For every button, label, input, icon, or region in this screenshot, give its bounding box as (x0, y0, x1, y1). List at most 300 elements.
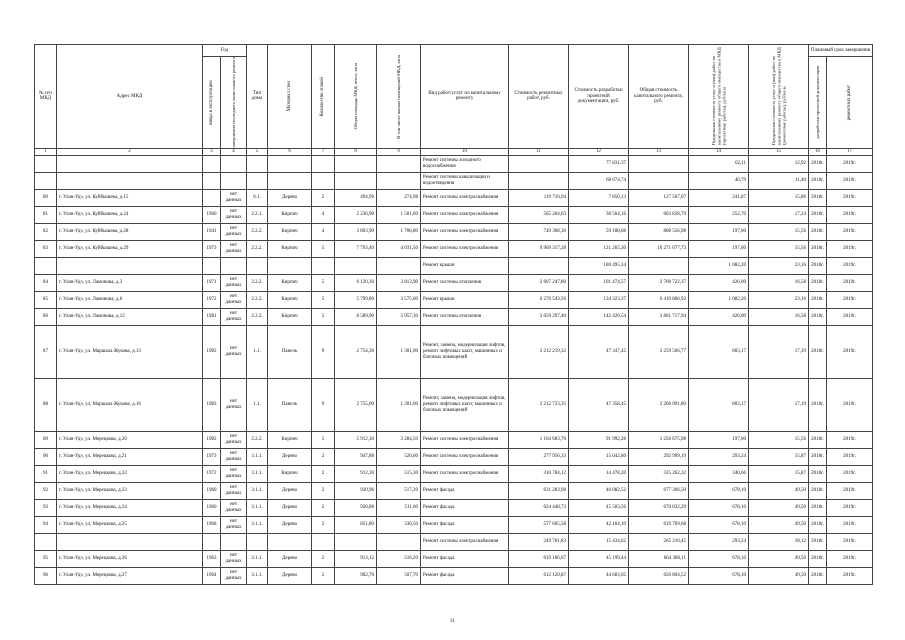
house-type-cell: 2.2.2. (247, 291, 268, 308)
header-total-cost: Общая стоимость капитального ремонта, руб. (629, 45, 689, 149)
floors-cell: 9 (312, 325, 335, 378)
repair-cost-cell (509, 172, 569, 189)
row-number: 83 (35, 240, 57, 257)
work-type-cell: Ремонт системы холодного водоснабжения (421, 155, 509, 172)
living-area-cell: 517,20 (377, 482, 421, 499)
table-row (35, 499, 873, 516)
year-commission-cell (203, 189, 221, 206)
year-last-repair-cell: нет данных (221, 274, 247, 291)
repair-cost-cell: 749 368,30 (509, 223, 569, 240)
year-commission-cell: 1968 (203, 516, 221, 533)
living-area-cell: 1 301,00 (377, 378, 421, 431)
total-cost-cell: 656 804,52 (629, 567, 689, 584)
year-commission-cell: 1972 (203, 465, 221, 482)
total-area-cell: 494,96 (335, 189, 377, 206)
design-cost-cell: 7 850,13 (569, 189, 629, 206)
limit-design-cell: 241,87 (689, 189, 749, 206)
living-area-cell: 507,70 (377, 567, 421, 584)
year-last-repair-cell: нет данных (221, 567, 247, 584)
work-type-cell: Ремонт системы электроснабжения (421, 223, 509, 240)
plan-repair-cell: 2019г. (827, 223, 873, 240)
limit-repair-cell: 49,50 (749, 567, 809, 584)
total-area-cell: 3 803,90 (335, 223, 377, 240)
design-cost-cell: 121 265,30 (569, 240, 629, 257)
total-area-cell: 851,80 (335, 516, 377, 533)
work-type-cell: Ремонт системы электроснабжения (421, 431, 509, 448)
total-cost-cell: 10 271 077,73 (629, 240, 689, 257)
table-row (35, 378, 873, 431)
year-last-repair-cell (221, 172, 247, 189)
repair-cost-cell: 249 781,83 (509, 533, 569, 550)
address-cell: г. Улан-Удэ, ул. Ламонова, д.3 (57, 274, 203, 291)
column-number: 17 (827, 148, 873, 155)
table-row (35, 533, 873, 550)
plan-design-cell: 2018г. (809, 240, 827, 257)
row-number (35, 172, 57, 189)
plan-repair-cell: 2019г. (827, 378, 873, 431)
floors-cell (312, 257, 335, 274)
year-commission-cell: 1983 (203, 378, 221, 431)
design-cost-cell: 42 164,10 (569, 516, 629, 533)
house-type-cell: 3.1.1. (247, 499, 268, 516)
column-number: 8 (335, 148, 377, 155)
plan-design-cell: 2018г. (809, 308, 827, 325)
capital-repair-table (34, 44, 873, 585)
work-type-cell: Ремонт системы электроснабжения (421, 448, 509, 465)
total-cost-cell: 603 828,79 (629, 206, 689, 223)
row-number: 84 (35, 274, 57, 291)
limit-repair-cell: 17,24 (749, 206, 809, 223)
total-cost-cell: 1 256 675,98 (629, 431, 689, 448)
living-area-cell: 274,98 (377, 189, 421, 206)
floors-cell: 2 (312, 567, 335, 584)
total-cost-cell: 292 999,19 (629, 448, 689, 465)
work-type-cell: Ремонт системы канализации и водоотведения (421, 172, 509, 189)
year-commission-cell (203, 257, 221, 274)
limit-repair-cell: 17,19 (749, 378, 809, 431)
floors-cell: 5 (312, 274, 335, 291)
total-cost-cell: 619 769,68 (629, 516, 689, 533)
house-type-cell: 6.1. (247, 189, 268, 206)
column-number: 12 (569, 148, 629, 155)
plan-repair-cell: 2019г. (827, 325, 873, 378)
plan-design-cell: 2018г. (809, 206, 827, 223)
row-number: 81 (35, 206, 57, 223)
limit-design-cell: 340,66 (689, 465, 749, 482)
table-row (35, 155, 873, 172)
address-cell: г. Улан-Удэ, ул. Мерецкова, д.20 (57, 431, 203, 448)
floors-cell: 2 (312, 448, 335, 465)
row-number: 87 (35, 325, 57, 378)
house-type-cell: 2.2.2. (247, 308, 268, 325)
limit-design-cell: 803,17 (689, 378, 749, 431)
repair-cost-cell: 565 264,63 (509, 206, 569, 223)
year-last-repair-cell: нет данных (221, 308, 247, 325)
column-number: 4 (221, 148, 247, 155)
limit-design-cell: 293,24 (689, 448, 749, 465)
house-type-cell (247, 155, 268, 172)
limit-design-cell: 293,24 (689, 533, 749, 550)
table-row (35, 550, 873, 567)
house-type-cell: 2.2.2. (247, 223, 268, 240)
address-cell: г. Улан-Удэ, ул. Куйбышева, д.24 (57, 206, 203, 223)
address-cell: г. Улан-Удэ, ул. Мерецкова, д.22 (57, 465, 203, 482)
limit-repair-cell: 15,86 (749, 189, 809, 206)
floors-cell: 4 (312, 206, 335, 223)
limit-repair-cell: 23,16 (749, 257, 809, 274)
limit-repair-cell: 49,50 (749, 516, 809, 533)
column-number: 16 (809, 148, 827, 155)
limit-design-cell: 678,10 (689, 567, 749, 584)
row-number: 82 (35, 223, 57, 240)
plan-repair-cell: 2019г. (827, 499, 873, 516)
year-last-repair-cell (221, 533, 247, 550)
total-area-cell: 2 755,00 (335, 378, 377, 431)
year-commission-cell: 1973 (203, 448, 221, 465)
column-number: 13 (629, 148, 689, 155)
header-limit-design: Предельная стоимость услуг и (или) работ по капитальному ремонту общего имущества в МКД (проектные работы), руб/кв.м (689, 45, 749, 149)
total-cost-cell: 2 260 091,80 (629, 378, 689, 431)
header-floors: Количество этажей (312, 45, 335, 149)
total-area-cell (335, 172, 377, 189)
limit-repair-cell: 18,12 (749, 533, 809, 550)
limit-design-cell: 678,10 (689, 482, 749, 499)
living-area-cell (377, 172, 421, 189)
total-cost-cell: 2 259 566,77 (629, 325, 689, 378)
limit-repair-cell: 49,50 (749, 499, 809, 516)
floors-cell: 2 (312, 550, 335, 567)
limit-design-cell: 197,00 (689, 240, 749, 257)
wall-material-cell: Кирпич (268, 308, 312, 325)
header-wall-material: Материал стен (268, 45, 312, 149)
work-type-cell: Ремонт системы электроснабжения (421, 533, 509, 550)
header-year-last-repair: завершения последнего капитального ремонта (221, 57, 247, 149)
table-row (35, 516, 873, 533)
plan-repair-cell: 2019г. (827, 308, 873, 325)
plan-repair-cell: 2019г. (827, 465, 873, 482)
floors-cell: 2 (312, 465, 335, 482)
wall-material-cell: Кирпич (268, 431, 312, 448)
year-last-repair-cell: нет данных (221, 223, 247, 240)
wall-material-cell (268, 155, 312, 172)
plan-design-cell: 2018г. (809, 325, 827, 378)
table-row (35, 308, 873, 325)
repair-cost-cell: 9 969 317,28 (509, 240, 569, 257)
year-last-repair-cell: нет данных (221, 189, 247, 206)
limit-design-cell: 1 082,20 (689, 291, 749, 308)
table-row (35, 257, 873, 274)
house-type-cell (247, 257, 268, 274)
column-number: 2 (57, 148, 203, 155)
table-row (35, 567, 873, 584)
plan-design-cell: 2018г. (809, 567, 827, 584)
table-row (35, 274, 873, 291)
address-cell: г. Улан-Удэ, ул. Куйбышева, д.28 (57, 223, 203, 240)
floors-cell (312, 155, 335, 172)
design-cost-cell: 38 564,16 (569, 206, 629, 223)
page-number: 31 (450, 619, 455, 624)
living-area-cell: 4 031,50 (377, 240, 421, 257)
work-type-cell: Ремонт системы электроснабжения (421, 465, 509, 482)
house-type-cell: 2.2.2. (247, 431, 268, 448)
wall-material-cell: Кирпич (268, 206, 312, 223)
limit-repair-cell: 15,56 (749, 431, 809, 448)
total-area-cell: 2 236,90 (335, 206, 377, 223)
header-total-area: Общая площадь МКД, всего, кв.м (335, 45, 377, 149)
plan-repair-cell: 2019г. (827, 274, 873, 291)
address-cell: г. Улан-Удэ, ул. Куйбышева, д.15 (57, 189, 203, 206)
row-number: 91 (35, 465, 57, 482)
plan-repair-cell: 2019г. (827, 431, 873, 448)
living-area-cell: 330,50 (377, 516, 421, 533)
floors-cell (312, 533, 335, 550)
total-area-cell: 947,88 (335, 448, 377, 465)
header-plan-group: Плановый срок завершения (809, 45, 873, 57)
work-type-cell: Ремонт, замена, модернизация лифтов, ремонт лифтовых шахт, машинных и блочных помещений (421, 325, 509, 378)
year-last-repair-cell: нет данных (221, 499, 247, 516)
year-last-repair-cell: нет данных (221, 516, 247, 533)
plan-design-cell: 2018г. (809, 155, 827, 172)
living-area-cell: 1 501,60 (377, 206, 421, 223)
limit-design-cell: 197,00 (689, 223, 749, 240)
year-commission-cell: 1960 (203, 499, 221, 516)
table-row (35, 189, 873, 206)
plan-design-cell: 2018г. (809, 533, 827, 550)
design-cost-cell: 180 495,14 (569, 257, 629, 274)
wall-material-cell: Кирпич (268, 223, 312, 240)
wall-material-cell: Дерево (268, 550, 312, 567)
header-work-type: Вид работ/услуг по капитальному ремонту (421, 45, 509, 149)
limit-design-cell: 803,17 (689, 325, 749, 378)
repair-cost-cell: 619 186,67 (509, 550, 569, 567)
design-cost-cell: 14 478,20 (569, 465, 629, 482)
design-cost-cell: 44 683,65 (569, 567, 629, 584)
year-last-repair-cell: нет данных (221, 291, 247, 308)
total-cost-cell: 3 801 717,94 (629, 308, 689, 325)
total-area-cell: 8 589,90 (335, 308, 377, 325)
table-row (35, 291, 873, 308)
design-cost-cell: 101 474,57 (569, 274, 629, 291)
row-number: 95 (35, 550, 57, 567)
total-cost-cell (629, 257, 689, 274)
plan-design-cell: 2018г. (809, 172, 827, 189)
row-number: 89 (35, 431, 57, 448)
design-cost-cell: 46 082,52 (569, 482, 629, 499)
address-cell (57, 155, 203, 172)
table-row (35, 325, 873, 378)
wall-material-cell: Дерево (268, 516, 312, 533)
header-limit-repair: Предельная стоимость услуг и (или) работ по капитальному ремонту общего имущества в МКД (ремонтные работы), руб/кв.м (749, 45, 809, 149)
address-cell: г. Улан-Удэ, ул. Мерецкова, д.26 (57, 550, 203, 567)
plan-repair-cell: 2019г. (827, 172, 873, 189)
address-cell (57, 257, 203, 274)
limit-repair-cell: 23,16 (749, 291, 809, 308)
limit-design-cell: 40,79 (689, 172, 749, 189)
wall-material-cell (268, 172, 312, 189)
column-number: 14 (689, 148, 749, 155)
plan-repair-cell: 2019г. (827, 291, 873, 308)
work-type-cell: Ремонт фасада (421, 550, 509, 567)
year-last-repair-cell: нет данных (221, 378, 247, 431)
work-type-cell: Ремонт фасада (421, 482, 509, 499)
limit-design-cell: 252,70 (689, 206, 749, 223)
design-cost-cell: 45 199,44 (569, 550, 629, 567)
design-cost-cell: 45 583,56 (569, 499, 629, 516)
limit-design-cell: 426,00 (689, 274, 749, 291)
wall-material-cell: Панель (268, 325, 312, 378)
design-cost-cell: 15 434,62 (569, 533, 629, 550)
year-commission-cell: 1960 (203, 482, 221, 499)
total-cost-cell (629, 155, 689, 172)
header-plan-design: разработки проектной документации (809, 57, 827, 149)
work-type-cell: Ремонт, замена, модернизация лифтов, ремонт лифтовых шахт, машинных и блочных помещений (421, 378, 509, 431)
design-cost-cell: 77 831,37 (569, 155, 629, 172)
header-repair-cost: Стоимость ремонтных работ, руб. (509, 45, 569, 149)
limit-repair-cell: 17,19 (749, 325, 809, 378)
header-living-area: В том числе жилых помещений МКД, кв.м (377, 45, 421, 149)
header-year-commission: ввода в эксплуатацию (203, 57, 221, 149)
house-type-cell: 1.1. (247, 378, 268, 431)
plan-design-cell: 2018г. (809, 189, 827, 206)
total-area-cell (335, 257, 377, 274)
year-last-repair-cell: нет данных (221, 465, 247, 482)
address-cell (57, 172, 203, 189)
repair-cost-cell: 3 659 297,40 (509, 308, 569, 325)
wall-material-cell: Дерево (268, 482, 312, 499)
total-area-cell: 5 912,10 (335, 431, 377, 448)
year-commission-cell: 1972 (203, 291, 221, 308)
house-type-cell: 2.2.1. (247, 206, 268, 223)
plan-design-cell: 2018г. (809, 257, 827, 274)
plan-repair-cell: 2019г. (827, 550, 873, 567)
plan-repair-cell: 2019г. (827, 257, 873, 274)
year-commission-cell: 1963 (203, 550, 221, 567)
house-type-cell: 3.1.1. (247, 516, 268, 533)
column-number-row (35, 148, 873, 155)
total-cost-cell: 6 410 866,93 (629, 291, 689, 308)
total-cost-cell (629, 172, 689, 189)
column-number: 1 (35, 148, 57, 155)
column-number: 3 (203, 148, 221, 155)
plan-design-cell: 2018г. (809, 499, 827, 516)
row-number (35, 533, 57, 550)
total-area-cell (335, 155, 377, 172)
limit-design-cell: 678,10 (689, 516, 749, 533)
year-commission-cell (203, 155, 221, 172)
address-cell: г. Улан-Удэ, ул. Маршала Жукова, д.13 (57, 325, 203, 378)
address-cell: г. Улан-Удэ, ул. Ламонова, д.6 (57, 291, 203, 308)
repair-cost-cell: 1 164 683,70 (509, 431, 569, 448)
floors-cell: 2 (312, 189, 335, 206)
table-row (35, 206, 873, 223)
plan-design-cell: 2018г. (809, 223, 827, 240)
table-row (35, 448, 873, 465)
plan-design-cell: 2018г. (809, 378, 827, 431)
design-cost-cell: 91 992,28 (569, 431, 629, 448)
house-type-cell: 2.2.2. (247, 240, 268, 257)
year-last-repair-cell: нет данных (221, 448, 247, 465)
total-cost-cell: 127 567,07 (629, 189, 689, 206)
work-type-cell: Ремонт фасада (421, 499, 509, 516)
plan-repair-cell: 2019г. (827, 448, 873, 465)
row-number (35, 257, 57, 274)
table-row (35, 465, 873, 482)
limit-repair-cell: 11,40 (749, 172, 809, 189)
year-commission-cell: 1982 (203, 325, 221, 378)
living-area-cell: 1 706,80 (377, 223, 421, 240)
repair-cost-cell: 577 605,58 (509, 516, 569, 533)
year-commission-cell: 1982 (203, 431, 221, 448)
address-cell: г. Улан-Удэ, ул. Мерецкова, д.27 (57, 567, 203, 584)
column-number: 15 (749, 148, 809, 155)
table-row (35, 431, 873, 448)
address-cell (57, 533, 203, 550)
living-area-cell (377, 155, 421, 172)
house-type-cell: 3.1.1. (247, 550, 268, 567)
plan-design-cell: 2018г. (809, 291, 827, 308)
year-last-repair-cell: нет данных (221, 550, 247, 567)
header-plan-repair: ремонтных работ (827, 57, 873, 149)
year-commission-cell (203, 172, 221, 189)
row-number: 88 (35, 378, 57, 431)
table-row (35, 223, 873, 240)
wall-material-cell: Панель (268, 378, 312, 431)
total-area-cell: 913,12 (335, 550, 377, 567)
header-address: Адрес МКД (57, 45, 203, 149)
limit-design-cell: 1 082,20 (689, 257, 749, 274)
year-last-repair-cell (221, 155, 247, 172)
header-design-cost: Стоимость разработки проектной документации, руб. (569, 45, 629, 149)
total-cost-cell: 664 386,11 (629, 550, 689, 567)
floors-cell: 9 (312, 378, 335, 431)
address-cell: г. Улан-Удэ, ул. Мерецкова, д.24 (57, 499, 203, 516)
wall-material-cell: Кирпич (268, 465, 312, 482)
work-type-cell: Ремонт системы электроснабжения (421, 189, 509, 206)
total-area-cell: 902,70 (335, 567, 377, 584)
total-area-cell (335, 533, 377, 550)
floors-cell: 2 (312, 482, 335, 499)
plan-design-cell: 2018г. (809, 482, 827, 499)
repair-cost-cell (509, 257, 569, 274)
wall-material-cell (268, 533, 312, 550)
living-area-cell: 3 284,50 (377, 431, 421, 448)
plan-repair-cell: 2019г. (827, 206, 873, 223)
design-cost-cell: 47 358,45 (569, 378, 629, 431)
year-commission-cell: 1964 (203, 567, 221, 584)
total-area-cell: 2 754,36 (335, 325, 377, 378)
row-number: 86 (35, 308, 57, 325)
total-cost-cell: 265 216,45 (629, 533, 689, 550)
living-area-cell (377, 257, 421, 274)
year-last-repair-cell: нет данных (221, 431, 247, 448)
column-number: 11 (509, 148, 569, 155)
row-number: 96 (35, 567, 57, 584)
living-area-cell: 5 957,30 (377, 308, 421, 325)
work-type-cell: Ремонт системы отопления (421, 308, 509, 325)
table-body (35, 148, 873, 584)
address-cell: г. Улан-Удэ, ул. Куйбышева, д.29 (57, 240, 203, 257)
total-area-cell: 912,30 (335, 465, 377, 482)
row-number: 85 (35, 291, 57, 308)
address-cell: г. Улан-Удэ, ул. Мерецкова, д.23 (57, 482, 203, 499)
wall-material-cell: Кирпич (268, 240, 312, 257)
wall-material-cell: Дерево (268, 448, 312, 465)
plan-design-cell: 2018г. (809, 448, 827, 465)
limit-design-cell: 197,00 (689, 431, 749, 448)
year-last-repair-cell: нет данных (221, 240, 247, 257)
wall-material-cell: Кирпич (268, 291, 312, 308)
repair-cost-cell: 631 283,98 (509, 482, 569, 499)
